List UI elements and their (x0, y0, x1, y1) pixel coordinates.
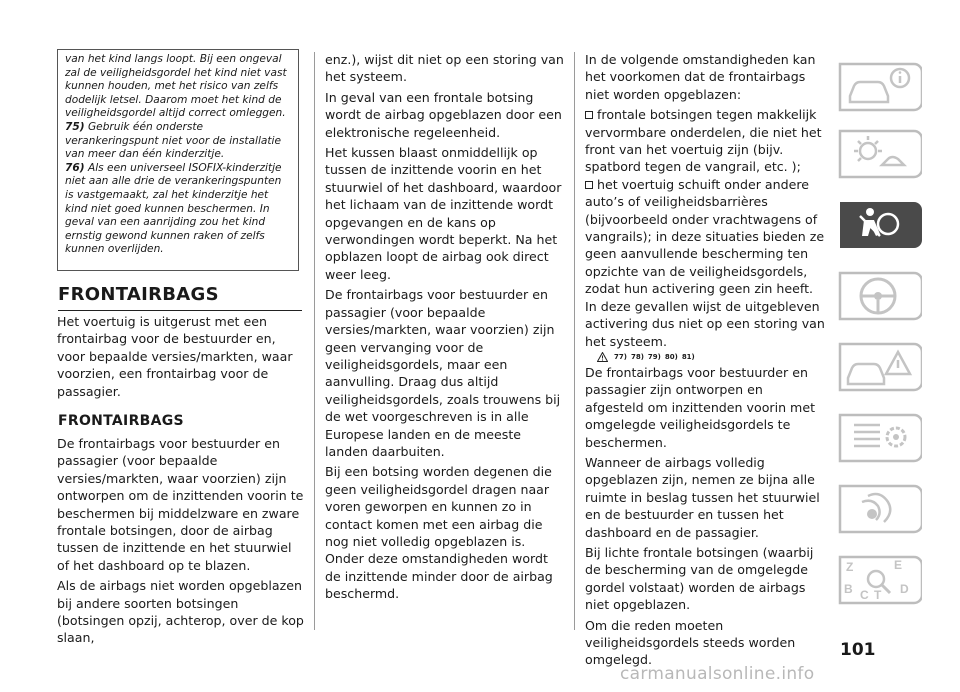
tab-emergency[interactable] (832, 340, 922, 402)
column-divider (574, 52, 575, 630)
paragraph: In deze gevallen wijst de uitgebleven activering dus niet op een storing van het systeem. (585, 298, 825, 349)
chapter-sidebar (832, 56, 922, 624)
paragraph: Wanneer de airbags volledig opgeblazen zijn, nemen ze bijna alle ruimte in beslag tussen het stuurwiel en de bestuurder en tussen het dashboard en de passagier. (585, 454, 820, 540)
column-1-body-continued (57, 435, 307, 647)
multimedia-icon (832, 482, 922, 544)
tab-maintenance[interactable] (832, 411, 922, 473)
checkbox-bullet-icon (585, 111, 593, 119)
paragraph: De frontairbags voor bestuurder en passagier (voor bepaalde versies/markten, waar voorzien) zijn geen vervanging voor de veiligheidsgordels, maar een aanvulling. Draag dus altijd veiligheidsgordels, zoals trouwens bij de wet voorgeschreven is in alle Europese landen en de meeste landen daarbuiten. (325, 287, 561, 459)
paragraph: enz.), wijst dit niet op een storing van het systeem. (325, 52, 564, 85)
tab-multimedia[interactable] (832, 482, 922, 544)
warning-note-box (57, 49, 299, 271)
car-warning-icon (832, 340, 922, 402)
alphabetical-index-icon (832, 553, 922, 615)
page-number: 101 (840, 640, 876, 660)
ref-79: 79) (647, 352, 661, 361)
column-1-body (57, 313, 307, 400)
bullet-item (585, 176, 825, 298)
note-item-75-number: 75) (65, 120, 85, 133)
paragraph: De frontairbags voor bestuurder en passagier (voor bepaalde versies/markten, waar voorzien) zijn ontworpen om de inzittenden voorin te beschermen bij middelzware en zware frontale botsingen, door de airbag tussen de inzittende en het stuurwiel of het dashboard op te blazen. (57, 436, 304, 573)
maintenance-list-gear-icon (832, 411, 922, 473)
index-letter: B (844, 582, 853, 596)
watermark: carmanualsonline.info (620, 664, 815, 684)
warning-triangle-icon (597, 352, 608, 362)
paragraph: Bij een botsing worden degenen die geen veiligheidsgordel dragen naar voren geworpen en kunnen zo in contact komen met een airbag die nog niet volledig opgeblazen is. Onder deze omstandigheden wordt de inzittende minder door de airbag beschermd. (325, 464, 553, 602)
tab-lights-dashboard[interactable] (832, 127, 922, 189)
bullet-text: het voertuig schuift onder andere auto’s of veiligheidsbarrières (bijvoorbeeld onder vrachtwagens of vangrails); in deze situaties bieden ze geen aanvullende bescherming ten opzichte van de veiligheidsgordels, zodat hun activering geen zin heeft. (585, 176, 825, 297)
ref-81: 81) (681, 352, 695, 361)
index-letter: C (860, 588, 869, 602)
airbag-safety-icon (832, 198, 922, 260)
paragraph: Als de airbags niet worden opgeblazen bij andere soorten botsingen (botsingen opzij, achterop, over de kop slaan, (57, 578, 304, 646)
paragraph: Het voertuig is uitgerust met een frontairbag voor de bestuurder en, voor bepaalde versies/markten, waar voorzien, een frontairbag voor de passagier. (57, 314, 293, 399)
index-letter: Z (846, 560, 854, 574)
ref-80: 80) (664, 352, 678, 361)
bullet-item (585, 106, 825, 176)
tab-car-info[interactable] (832, 56, 922, 118)
column-divider (314, 52, 315, 630)
index-letter: E (894, 558, 903, 572)
paragraph: Het kussen blaast onmiddellijk op tussen de inzittende voorin en het stuurwiel of het dashboard, waardoor het lichaam van de inzittende wordt opgevangen en de kans op verwondingen wordt beperkt. Na het opblazen loopt de airbag ook direct weer leeg. (325, 145, 562, 282)
note-item-75-text: Gebruik één onderste verankeringspunt niet voor de installatie van meer dan één kinderzitje. (65, 120, 282, 161)
tab-driving[interactable] (832, 269, 922, 331)
note-item-76-text: Als een universeel ISOFIX-kinderzitje niet aan alle drie de verankeringspunten is vastgemaakt, zal het kinderzitje het kind niet goed kunnen beschermen. In geval van een aanrijding zou het kind ernstig gewond kunnen raken of zelfs kunnen overlijden. (65, 161, 282, 256)
paragraph: Bij lichte frontale botsingen (waarbij de bescherming van de omgelegde gordel volstaat) worden de airbags niet opgeblazen. (585, 544, 814, 613)
checkbox-bullet-icon (585, 181, 593, 189)
bullet-text: frontale botsingen tegen makkelijk vervormbare onderdelen, die niet het front van het voertuig zijn (bijv. spatbord tegen de vangrail, etc. ); (585, 107, 822, 175)
tab-index[interactable] (832, 553, 922, 615)
section-heading: FRONTAIRBAGS (58, 284, 302, 311)
note-intro: van het kind langs loopt. Bij een ongeval zal de veiligheidsgordel het kind niet vast kunnen houden, met het risico van zelfs dodelijk letsel. Daarom moet het kind de veiligheidsgordel altijd correct omleggen. (65, 53, 287, 120)
column-3-body (585, 51, 825, 669)
column-2-body (325, 51, 565, 603)
paragraph: De frontairbags voor bestuurder en passagier zijn ontworpen en afgesteld om inzittenden voorin met omgelegde veiligheidsgordels te beschermen. (585, 364, 816, 450)
note-item-76-number: 76) (65, 161, 85, 174)
car-info-icon (832, 56, 922, 118)
paragraph: Om die reden moeten veiligheidsgordels steeds worden omgelegd. (585, 617, 796, 668)
dashboard-lights-icon (832, 127, 922, 189)
paragraph: In de volgende omstandigheden kan het voorkomen dat de frontairbags niet worden opgeblazen: (585, 52, 816, 102)
steering-wheel-icon (832, 269, 922, 331)
ref-78: 78) (630, 352, 644, 361)
ref-77: 77) (614, 352, 627, 361)
subsection-heading: FRONTAIRBAGS (58, 413, 184, 429)
warning-references (597, 352, 825, 362)
index-letter: D (900, 582, 909, 596)
paragraph: In geval van een frontale botsing wordt de airbag opgeblazen door een elektronische regeleenheid. (325, 89, 562, 140)
index-letter: T (874, 588, 882, 602)
tab-safety[interactable] (832, 198, 922, 260)
